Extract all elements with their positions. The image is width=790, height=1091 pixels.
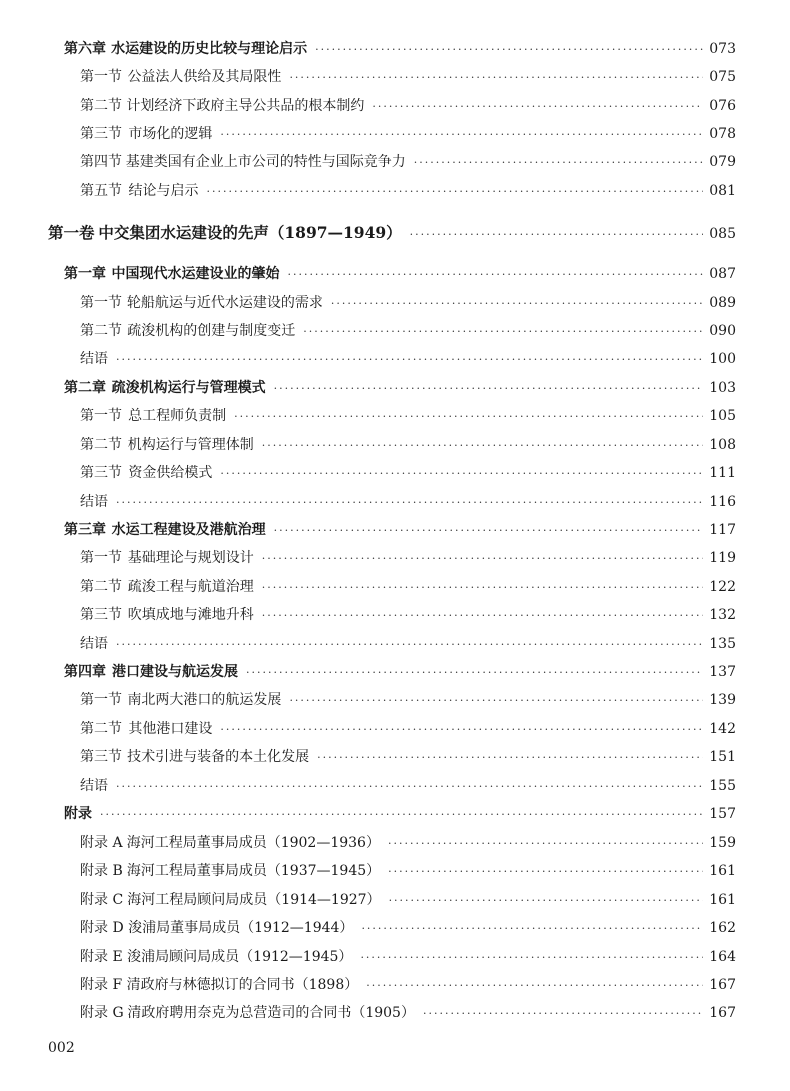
toc-title: 浚浦局董事局成员（1912—1944） (128, 920, 354, 936)
toc-title: 技术引进与装备的本土化发展 (127, 749, 310, 765)
toc-prefix: 附录 E (80, 949, 123, 965)
dot-leader (372, 100, 703, 113)
toc-page: 085 (709, 226, 736, 242)
toc-page: 161 (709, 892, 736, 908)
toc-title: 总工程师负责制 (128, 408, 227, 424)
toc-page: 122 (709, 579, 736, 595)
toc-page: 078 (709, 126, 736, 142)
toc-prefix: 第三节 (80, 465, 122, 481)
toc-prefix: 第二节 (80, 579, 122, 595)
dot-leader (410, 228, 704, 241)
toc-title: 中国现代水运建设业的肇始 (111, 266, 280, 282)
toc-page: 116 (709, 494, 736, 510)
toc-title: 市场化的逻辑 (128, 126, 213, 142)
toc-entry[interactable] (80, 689, 736, 709)
toc-title: 公益法人供给及其局限性 (127, 69, 282, 85)
toc-prefix: 第一卷 (48, 223, 95, 242)
dot-leader (220, 128, 703, 141)
toc-entry[interactable] (80, 320, 736, 340)
toc-title: 海河工程局顾问局成员（1914—1927） (127, 892, 381, 908)
toc-page: 132 (709, 607, 736, 623)
toc-page: 087 (709, 266, 736, 282)
toc-entry[interactable] (80, 462, 736, 482)
toc-page: 164 (709, 949, 736, 965)
dot-leader (262, 439, 703, 452)
dot-leader (315, 43, 703, 56)
toc-page: 161 (709, 863, 736, 879)
toc-title: 中交集团水运建设的先声（1897—1949） (98, 223, 402, 242)
dot-leader (262, 581, 703, 594)
dot-leader (262, 552, 703, 565)
toc-entry[interactable] (80, 889, 736, 909)
toc-prefix: 第二节 (80, 98, 122, 114)
toc-prefix: 附录 (64, 806, 92, 822)
toc-volume-entry[interactable] (48, 221, 736, 243)
dot-leader (246, 666, 703, 679)
toc-entry[interactable] (64, 803, 736, 823)
toc-page: 105 (709, 408, 736, 424)
dot-leader (289, 71, 703, 84)
toc-prefix: 第二节 (80, 721, 122, 737)
toc-title: 机构运行与管理体制 (127, 437, 254, 453)
toc-entry[interactable] (80, 180, 736, 200)
toc-title: 浚浦局顾问局成员（1912—1945） (127, 949, 353, 965)
toc-title: 清政府与林德拟订的合同书（1898） (126, 977, 359, 993)
toc-entry[interactable] (80, 1002, 736, 1022)
toc-prefix: 附录 C (80, 892, 124, 908)
toc-entry[interactable] (80, 633, 736, 653)
toc-prefix: 结语 (80, 351, 108, 367)
toc-prefix: 附录 D (80, 920, 124, 936)
toc-entry[interactable] (80, 946, 736, 966)
toc-title: 吹填成地与滩地升科 (127, 607, 254, 623)
dot-leader (100, 808, 703, 821)
toc-entry[interactable] (80, 775, 736, 795)
dot-leader (116, 780, 703, 793)
toc-title: 基础理论与规划设计 (127, 550, 254, 566)
toc-prefix: 第四章 (64, 664, 106, 680)
dot-leader (366, 979, 703, 992)
toc-prefix: 第三章 (64, 522, 106, 538)
toc-title: 水运工程建设及港航治理 (111, 522, 266, 538)
toc-page: 076 (709, 98, 736, 114)
toc-title: 南北两大港口的航运发展 (127, 692, 282, 708)
dot-leader (388, 865, 703, 878)
dot-leader (274, 524, 704, 537)
toc-page: 155 (709, 778, 736, 794)
dot-leader (317, 751, 703, 764)
dot-leader (423, 1007, 703, 1020)
toc-page: 073 (709, 41, 736, 57)
toc-prefix: 第一节 (80, 69, 122, 85)
toc-entry[interactable] (80, 491, 736, 511)
toc-title: 疏浚机构的创建与制度变迁 (127, 323, 296, 339)
toc-title: 计划经济下政府主导公共品的根本制约 (126, 98, 365, 114)
toc-title: 其他港口建设 (128, 721, 213, 737)
toc-entry[interactable] (80, 348, 736, 368)
dot-leader (331, 297, 703, 310)
dot-leader (220, 723, 703, 736)
toc-entry[interactable] (80, 917, 736, 937)
toc-page: 108 (709, 437, 736, 453)
toc-page: 119 (709, 550, 736, 566)
dot-leader (262, 609, 703, 622)
toc-entry[interactable] (80, 746, 736, 766)
dot-leader (360, 951, 703, 964)
dot-leader (388, 837, 703, 850)
toc-prefix: 附录 G (80, 1005, 124, 1021)
toc-title: 轮船航运与近代水运建设的需求 (126, 295, 323, 311)
toc-prefix: 结语 (80, 494, 108, 510)
toc-prefix: 附录 B (80, 863, 123, 879)
toc-entry[interactable] (80, 95, 736, 115)
toc-page: 159 (709, 835, 736, 851)
toc-entry[interactable] (80, 292, 736, 312)
toc-page: 137 (709, 664, 736, 680)
dot-leader (361, 922, 703, 935)
toc-entry[interactable] (80, 718, 736, 738)
toc-entry[interactable] (64, 661, 736, 681)
toc-prefix: 第二节 (80, 323, 122, 339)
toc-entry[interactable] (80, 151, 736, 171)
dot-leader (116, 353, 703, 366)
toc-entry[interactable] (64, 377, 736, 397)
dot-leader (116, 638, 703, 651)
toc-entry[interactable] (80, 123, 736, 143)
dot-leader (234, 410, 703, 423)
toc-page: 111 (709, 465, 736, 481)
toc-title: 海河工程局董事局成员（1902—1936） (126, 835, 380, 851)
toc-prefix: 第一节 (80, 295, 122, 311)
toc-page: 142 (709, 721, 736, 737)
toc-entry[interactable] (80, 547, 736, 567)
toc-entry[interactable] (80, 434, 736, 454)
toc-page: 089 (709, 295, 736, 311)
toc-page: 167 (709, 1005, 736, 1021)
toc-prefix: 第四节 (80, 154, 122, 170)
toc-title: 结论与启示 (128, 183, 199, 199)
toc-entry[interactable] (80, 604, 736, 624)
footer-page-number: 002 (48, 1040, 75, 1056)
toc-title: 疏浚机构运行与管理模式 (111, 380, 266, 396)
toc-title: 海河工程局董事局成员（1937—1945） (126, 863, 381, 879)
toc-page: 081 (709, 183, 736, 199)
toc-entry[interactable] (80, 405, 736, 425)
toc-prefix: 第一节 (80, 692, 122, 708)
toc-entry[interactable] (64, 519, 736, 539)
toc-prefix: 第一章 (64, 266, 106, 282)
toc-prefix: 第三节 (80, 607, 122, 623)
toc-page: 162 (709, 920, 736, 936)
toc-prefix: 附录 F (80, 977, 123, 993)
toc-prefix: 第二章 (64, 380, 106, 396)
toc-title: 水运建设的历史比较与理论启示 (111, 41, 308, 57)
dot-leader (303, 325, 703, 338)
toc-prefix: 第三节 (80, 126, 122, 142)
toc-title: 资金供给模式 (128, 465, 213, 481)
toc-page: 100 (709, 351, 736, 367)
toc-page: 167 (709, 977, 736, 993)
toc-entry[interactable] (80, 832, 736, 852)
toc-page: 135 (709, 636, 736, 652)
toc-title: 清政府聘用奈克为总营造司的合同书（1905） (127, 1005, 415, 1021)
toc-page: 117 (709, 522, 736, 538)
toc-page: 151 (709, 749, 736, 765)
toc-prefix: 结语 (80, 778, 108, 794)
toc-prefix: 第一节 (80, 408, 122, 424)
dot-leader (287, 268, 703, 281)
toc-page: 090 (709, 323, 736, 339)
toc-prefix: 第五节 (80, 183, 122, 199)
toc-entry[interactable] (80, 974, 736, 994)
toc-title: 疏浚工程与航道治理 (127, 579, 254, 595)
toc-prefix: 第二节 (80, 437, 122, 453)
toc-page: 103 (709, 380, 736, 396)
toc-title: 港口建设与航运发展 (112, 664, 238, 680)
toc-entry[interactable] (64, 263, 736, 283)
dot-leader (389, 894, 704, 907)
dot-leader (220, 467, 703, 480)
toc-prefix: 结语 (80, 636, 108, 652)
toc-prefix: 第六章 (64, 41, 106, 57)
toc-entry[interactable] (64, 38, 736, 58)
toc-prefix: 第三节 (80, 749, 122, 765)
toc-prefix: 第一节 (80, 550, 122, 566)
toc-entry[interactable] (80, 66, 736, 86)
toc-entry[interactable] (80, 576, 736, 596)
dot-leader (274, 382, 704, 395)
dot-leader (414, 156, 703, 169)
toc-page: 079 (709, 154, 736, 170)
toc-entry[interactable] (80, 860, 736, 880)
dot-leader (289, 694, 703, 707)
toc-page: 157 (709, 806, 736, 822)
toc-page: 139 (709, 692, 736, 708)
toc-page: 075 (709, 69, 736, 85)
dot-leader (116, 496, 703, 509)
toc-title: 基建类国有企业上市公司的特性与国际竞争力 (125, 154, 406, 170)
toc-prefix: 附录 A (80, 835, 123, 851)
dot-leader (207, 185, 704, 198)
